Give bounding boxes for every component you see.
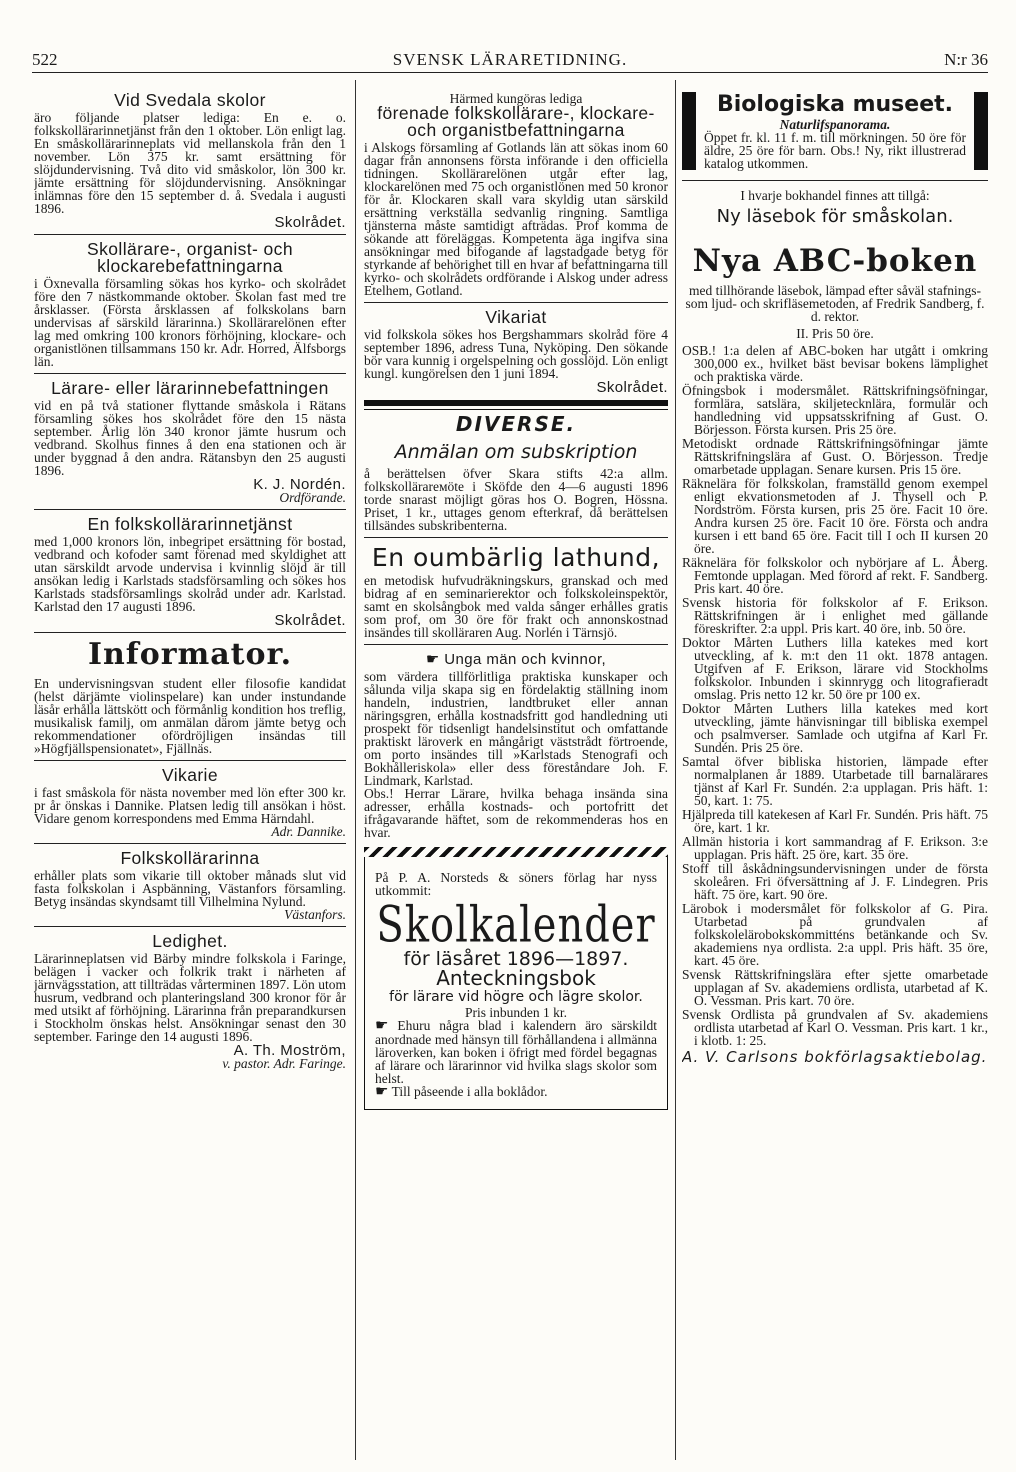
ad-signature-title: Adr. Dannike. bbox=[271, 824, 346, 839]
separator bbox=[34, 632, 346, 633]
ad-signature: Skolrådet. bbox=[274, 612, 346, 629]
abc-price: II. Pris 50 öre. bbox=[796, 326, 874, 341]
ornament-border-top bbox=[364, 847, 668, 857]
separator bbox=[364, 644, 668, 645]
separator bbox=[34, 234, 346, 235]
column-rule-2 bbox=[675, 80, 676, 1460]
black-bar-left bbox=[682, 92, 696, 170]
black-bar-right bbox=[974, 92, 988, 170]
vikariat-text: vid folkskola sökes hos Bergshammars skolråd före 4 september 1896, adress Tuna, Nyköping. Den sökande bör vara kunnig i orgelspelning och gosslöjd. Lön enligt kungl. kungörelsen den 1 juni 1894. bbox=[364, 327, 668, 381]
ad-text: äro följande platser lediga: En e. o. folkskollärarinnetjänst från den 1 oktober. Lön enligt lag. En småskollärarinneplats vid mellanskola från den 1 november. Lön 375 kr. samt ersättning för slöjdundervisning. Två dito vid småskolor, lön 300 kr. jämte ersättning för slöjdundervisning. Ansökningar inlämnas före den 15 september d. å. Svedala i augusti 1896. bbox=[34, 110, 346, 216]
skolkalender-end-text: Till påseende i alla boklådor. bbox=[391, 1084, 548, 1099]
book-entry: Doktor Mårten Luthers lilla katekes med kort utveckling, af k. m:t den 11 okt. 1878 antagen. Utgifven af F. Erikson, lärare vid Stockholms folkskolor. Inbunden i skinnrygg och litografieradt omslag. Pris netto 12 kr. 50 öre pr 100 ex. bbox=[682, 635, 988, 702]
ad-ratan bbox=[34, 380, 346, 504]
column-1 bbox=[34, 92, 346, 1452]
book-entry: Svensk Rättskrifningslära efter sjette omarbetade upplagan af Sv. akademiens ordlista, utarbetad af K. O. Vessman. Pris kart. 70 öre. bbox=[682, 967, 988, 1008]
ad-signature: A. Th. Moström, bbox=[233, 1042, 346, 1059]
newspaper-title: SVENSK LÄRARETIDNING. bbox=[392, 50, 628, 69]
column-3 bbox=[682, 92, 988, 1452]
book-entry: Doktor Mårten Luthers lilla katekes med kort utveckling, jämte hänvisningar till bibliska exempel och psalmverser. Samlade och utgifna af Karl Fr. Sundén. Pris 25 öre. bbox=[682, 701, 988, 755]
book-entry: Metodiskt ordnade Rättskrifningsöfningar jämte Rättskrifningslära af Gust. O. Börjesson. Tredje omarbetade upplagan. Senare kursen. Pris 15 öre. bbox=[682, 436, 988, 477]
separator bbox=[364, 302, 668, 303]
ad-text: Lärarinneplatsen vid Bärby mindre folkskola i Faringe, belägen i vacker och folkrik trakt i närheten af järnvägsstation, att tillträdas vårterminen 1897. Lön utom husrum, vedbrand och planteringsland 300 kronor för år med utsikt af förhöjning. Lärarinna från preparandkursen i Stockholm önskas helst. Ansökningar senast den 30 september. Faringe den 14 augusti 1896. bbox=[34, 951, 346, 1044]
skolkalender-price: Pris inbunden 1 kr. bbox=[464, 1005, 567, 1020]
ad-title-large: Informator. bbox=[87, 637, 293, 672]
ad-title: Vid Svedala skolor bbox=[114, 92, 266, 110]
ad-text: erhåller plats som vikarie till oktober månads slut vid fasta folkskolan i Aspbänning, Västanfors församling. Betyg insändas skyndsamt till Vilhelmina Nylund. bbox=[34, 868, 346, 909]
ny-lasebok-title: Ny läsebok för småskolan. bbox=[716, 206, 954, 227]
ad-karlstad bbox=[34, 516, 346, 627]
ad-folkskollararinna bbox=[34, 850, 346, 921]
ad-title: Vikarie bbox=[162, 765, 218, 785]
page-header bbox=[32, 46, 988, 73]
bokhandel-note: I hvarje bokhandel finnes att tillgå: bbox=[740, 188, 930, 203]
section-rule-thick bbox=[364, 400, 668, 406]
ad-informator bbox=[34, 639, 346, 755]
diverse-heading: DIVERSE. bbox=[455, 412, 577, 436]
ad-text: vid en på två stationer flyttande småskola i Rätans församling sökes hos skolrådet före den 15 nästa september. Årlig lön 340 kronor jämte husrum och vedbrand. Skolhus finnes å den ena stationen och är under byggnad å den andra. Rätansbyn den 25 augusti 1896. bbox=[34, 398, 346, 478]
book-entry: Stoff till åskådningsundervisningen under de första skoleåren. Fri öfversättning af J. F. Lindegren. Pris häft. 75 öre, kart. 90 öre. bbox=[682, 861, 988, 902]
ad-signature: K. J. Nordén. bbox=[253, 476, 346, 493]
separator bbox=[34, 373, 346, 374]
bio-subtitle: Naturlifspanorama. bbox=[779, 117, 891, 132]
ad-ledighet bbox=[34, 933, 346, 1070]
ad-title: Lärare- eller lärarinnebefattningen bbox=[51, 378, 329, 398]
unga-title-text: Unga män och kvinnor, bbox=[444, 651, 607, 668]
publisher-line: A. V. Carlsons bokförlagsaktiebolag. bbox=[682, 1048, 988, 1066]
column-2 bbox=[364, 92, 668, 1452]
skolkalender-intro: På P. A. Norsteds & söners förlag har nyss utkommit: bbox=[375, 870, 657, 898]
book-entry: Räknelära för folkskolan, framställd genom exempel enligt ekvationsmetoden af J. Thysell och P. Nordström. Första kursen, pris 25 öre. Facit 10 öre. Andra kursen 25 öre. Facit 10 öre. Första och andra kursen i ett band 65 öre. Facit till I och II kursen 20 öre. bbox=[682, 476, 988, 556]
separator bbox=[34, 760, 346, 761]
alskog-title: förenade folkskollärare-, klockare- och organistbefattningarna bbox=[377, 103, 655, 140]
book-entry: Samtal öfver bibliska historien, lämpade efter normalplanen år 1889. Utarbetade till barnalärares tjänst af Karl Fr. Sundén. 2:a upplagan. Pris häft. 1: 50, kart. 1: 75. bbox=[682, 754, 988, 808]
bio-text: Öppet fr. kl. 11 f. m. till mörkningen. 50 öre för äldre, 25 öre för barn. Obs.! Ny, rikt illustrerad katalog utkommen. bbox=[704, 130, 966, 171]
book-entry: Öfningsbok i modersmålet. Rättskrifningsöfningar, formlära, satslära, skiljetecknlära, formulär och handledning vid uppsatsskrifning af Gust. O. Börjesson. Första kursen. Pris 25 öre. bbox=[682, 383, 988, 437]
ad-text: i fast småskola för nästa november med lön efter 300 kr. pr år önskas i Dannike. Platsen ledig till ansökan i höst. Vidare genom korrespondens med Emma Härndahl. bbox=[34, 785, 346, 826]
skolkalender-subtitle2: för lärare vid högre och lägre skolor. bbox=[389, 989, 643, 1005]
ad-signature-title: v. pastor. Adr. Faringe. bbox=[222, 1056, 346, 1071]
ad-signature-title: Ordförande. bbox=[279, 490, 346, 505]
book-entry: Svensk historia för folkskolor af F. Erikson. Rättskrifningen är i enlighet med gällande föreskrifter. 2:a uppl. Pris kart. 40 öre, inb. 50 öre. bbox=[682, 595, 988, 636]
ad-title: Ledighet. bbox=[152, 931, 228, 951]
ad-text: En undervisningsvan student eller filosofie kandidat (helst därjämte violinspelare) kan under instundande läsår erhålla lättskött och förmånlig kondition hos treflig, musikalisk familj, om anmälan därom jämte betyg och rekommendationer ofördröjligen insändas till »Högfjällspensionatet», Fjällnäs. bbox=[34, 676, 346, 756]
skolkalender-subtitle: Anteckningsbok bbox=[436, 966, 596, 990]
ad-title: Skollärare-, organist- och klockarebefattningarna bbox=[87, 239, 293, 276]
ad-signature-title: Västanfors. bbox=[284, 907, 346, 922]
ad-svedala bbox=[34, 92, 346, 229]
lathund-text: en metodisk hufvudräkningskurs, granskad och med bidrag af en seminarierektor och folkskoleinspektör, samt en skolsångbok med valda sånger erhålles gratis som prof, om 30 öre för frakt och annonskostnad insändes till skolläraren Aug. Norlén i Tärnsjö. bbox=[364, 573, 668, 640]
anmalan-text: å berättelsen öfver Skara stifts 42:a allm. folkskollärareмöte i Sköfde den 4—6 augusti 1896 torde snarast möjligt göras hos O. Bogren, Hössna. Priset, 1 kr., uttages genom efterkraf, då berättelsen tillsändes subskribenterna. bbox=[364, 466, 668, 533]
ad-signature: Skolrådet. bbox=[274, 214, 346, 231]
skolkalender-box bbox=[364, 857, 668, 1110]
book-entry: Svensk Ordlista på grundvalen af Sv. akademiens ordlista utarbetad af Karl O. Vessman. Pris kart. 1 kr., i klotb. 1: 25. bbox=[682, 1007, 988, 1048]
skolkalender-text bbox=[375, 1019, 657, 1085]
book-entry: Lärobok i modersmålet för folkskolor af G. Pira. Utarbetad på grundvalen af folkskolelärobokskommitténs betänkande och Sv. akademiens nya ordlista. 2:a uppl. Pris häft. 35 öre, kart. 45 öre. bbox=[682, 901, 988, 968]
unga-title bbox=[364, 651, 668, 668]
ad-text: med 1,000 kronors lön, inbegripet ersättning för bostad, vedbrand och kofoder samt förenad med skyldighet att utan särskildt arvode undervisa i kvinnlig slöjd är till ansökan ledig i Karlstads stadsförsamling och sökes hos Karlstads stadsförsamlings skolråd under adr. Karlstad. Karlstad den 17 augusti 1896. bbox=[34, 534, 346, 614]
separator bbox=[364, 537, 668, 538]
alskog-text: i Alskogs församling af Gotlands län att sökas inom 60 dagar från annonsens första införande i den officiella tidningen. Skollärarelönen utgår efter lag, klockarelönen med 75 och organistlönen med 50 kronor för år. Klockaren skall vara skyldig utan särskild ersättning verkställa sedvanlig ringning. Samtliga tjänsterna måste samtidigt afträdas. Prof komma de sökande att föreläggas. Kompetenta äga ingifva sina ansökningar med bifogande af lagstadgade betyg för styrkande af behörighet till en hvar af befattningarna till kyrko- och skolrådets ordförande i Alskog under adress Etelhem, Gotland. bbox=[364, 140, 668, 298]
vikariat-title: Vikariat bbox=[485, 307, 547, 327]
abc-title: Nya ABC-boken bbox=[692, 243, 978, 279]
separator bbox=[34, 509, 346, 510]
book-entry: Räknelära för folkskolor och nybörjare af L. Åberg. Femtonde upplagan. Med förord af rekt. F. Sandberg. Pris kart. 40 öre. bbox=[682, 555, 988, 596]
page-number: 522 bbox=[32, 50, 58, 69]
skolkalender-end bbox=[375, 1085, 657, 1099]
ad-oxnevalla bbox=[34, 241, 346, 368]
skolkalender-title: Skolkalender bbox=[376, 896, 656, 954]
issue-number: N:r 36 bbox=[944, 50, 988, 69]
separator bbox=[34, 926, 346, 927]
section-rule-thin bbox=[364, 409, 668, 410]
separator bbox=[34, 843, 346, 844]
column-rule-1 bbox=[355, 80, 356, 1460]
book-entry: Allmän historia i kort sammandrag af F. Erikson. 3:e upplagan. Pris häft. 25 öre, kart. 35 öre. bbox=[682, 834, 988, 862]
vikariat-signature: Skolrådet. bbox=[596, 379, 668, 396]
osb-note: OSB.! 1:a delen af ABC-boken har utgått i omkring 300,000 ex., hvilket bäst bevisar bokens lämplighet och praktiska värde. bbox=[682, 343, 988, 384]
pointing-hand-icon: ☛ bbox=[375, 1084, 389, 1100]
ad-vikarie bbox=[34, 767, 346, 838]
bio-title: Biologiska museet. bbox=[717, 92, 953, 117]
skolkalender-year: för läsåret 1896—1897. bbox=[403, 948, 629, 970]
ad-title: Folkskollärarinna bbox=[120, 848, 260, 868]
unga-text: som värdera tillförlitliga praktiska kunskaper och sålunda vilja skapa sig en fördelaktig ställning inom handeln, industrien, landtbruket eller annan näringsgren, erhålla kostnadsfritt god handledning uti prospekt för tidsenligt handelsinstitut och omfattande praktiskt läroverk en mångårigt väststrådt förtroende, om porto insändes till »Karlstads Stenografi och Bokhålleriskola» eller dess föreståndare Joh. F. Lindmark, Karlstad. bbox=[364, 669, 668, 788]
anmalan-title: Anmälan om subskription bbox=[394, 441, 638, 463]
biologiska-museet-ad bbox=[682, 92, 988, 170]
pointing-hand-icon: ☛ bbox=[425, 651, 440, 668]
ad-text: i Öxnevalla församling sökas hos kyrko- och skolrådet före den 7 nästkommande oktober. Skolan fast med tre årsklasser. (Första årsklassen af folkskolans barn undervisas af särskild lärarinna.) Skollärarelönen efter lag med omkring 100 kronors förhöjning, klockare- och organistlönen tillsammans 150 kr. Adr. Horred, Älfsborgs län. bbox=[34, 276, 346, 369]
separator bbox=[682, 180, 988, 181]
ad-title: En folkskollärarinnetjänst bbox=[87, 514, 293, 534]
book-entry: Hjälpreda till katekesen af Karl Fr. Sundén. Pris häft. 75 öre, kart. 1 kr. bbox=[682, 807, 988, 835]
lathund-title: En oumbärlig lathund, bbox=[371, 543, 661, 572]
skolkalender-text-body: Ehuru några blad i kalendern äro särskildt anordnade med hänsyn till förhållandena i allmänna läroverken, kan boken i öfrigt med fördel begagnas af lärare och lärarinnor vid hvilka slags skolor som helst. bbox=[375, 1018, 658, 1086]
alskog-intro: Härmed kungöras lediga bbox=[449, 92, 583, 106]
pointing-hand-icon: ☛ bbox=[375, 1018, 389, 1034]
abc-text: med tillhörande läsebok, lämpad efter såväl stafnings- som ljud- och skrifläsemetoden, af Fredrik Sandberg, f. d. rektor. bbox=[685, 283, 985, 324]
obs-text: Obs.! Herrar Lärare, hvilka behaga insända sina adresser, erhålla kostnads- och portofritt det ifrågavarande häftet, som de rekommenderas hos en hvar. bbox=[364, 786, 668, 840]
